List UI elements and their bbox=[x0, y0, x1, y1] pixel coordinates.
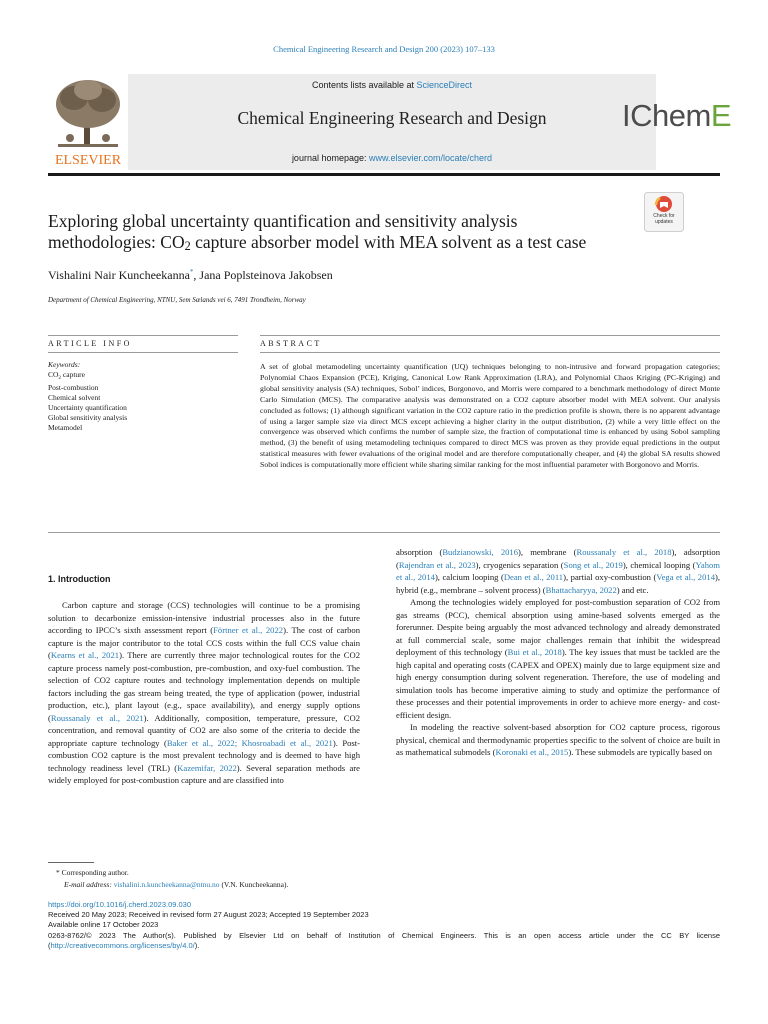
online-date: Available online 17 October 2023 bbox=[48, 920, 159, 930]
ref-link[interactable]: Vega et al., 2014 bbox=[656, 572, 715, 582]
banner-center bbox=[128, 74, 656, 170]
journal-citation[interactable]: Chemical Engineering Research and Design 200 (2023) 107–133 bbox=[273, 44, 495, 54]
publisher-name: ELSEVIER bbox=[54, 153, 122, 168]
keyword-item: Metamodel bbox=[48, 423, 83, 432]
ref-link[interactable]: Bhattacharyya, 2022 bbox=[545, 584, 617, 595]
elsevier-tree-icon bbox=[48, 74, 128, 170]
info-top-rule bbox=[48, 335, 238, 336]
body-column-right bbox=[396, 546, 720, 759]
keyword-item: Uncertainty quantification bbox=[48, 403, 127, 412]
ref-link[interactable]: Roussanaly et al., 2018 bbox=[576, 547, 672, 557]
contents-prefix: Contents lists available at bbox=[311, 80, 417, 90]
paragraph: Carbon capture and storage (CCS) technologies will continue to be a promising solution to decarbonize emission-intensive industrial processes also in the future according to IPCC’s sixth assessment report (Förtner et al., 2022). The cost of carbon capture is the major contributor to the total CCS costs within the full CCS value chain (Kearns et al., 2021). There are currently three major technological routes for the CO2 capture process namely post-combustion, pre-combustion, and oxy-fuel combustion. The selection of CO2 capture routes and technology implementation depends on multiple factors including the gas stream being treated, the type of application (power, industrial production, etc.), plant layout (e.g., space availability), and energy supply options (Roussanaly et al., 2021). Additionally, composition, temperature, pressure, CO2 concentration, and removal quantity of CO2 are also some of the criteria to decide the appropriate capture technology (Baker et al., 2022; Khosroabadi et al., 2021). Post-combustion CO2 capture is the most prevalent technology and is deemed to have high technology readiness level (TRL) (Kazemifar, 2022). Several separation methods are widely employed for post-combustion capture and are classified into bbox=[48, 600, 360, 785]
ref-link[interactable]: Kazemifar, 2022 bbox=[177, 762, 237, 773]
abstract-bottom-rule bbox=[48, 532, 720, 533]
paragraph: Among the technologies widely employed for post-combustion separation of CO2 from gas streams (PCC), chemical absorption using amine-based solvents emerged as the forerunner. Despite being arguably the most advanced technology and already demonstrated at full commercial scale, some major challenges remain that inhibit the widespread deployment of this technology (Bui et al., 2018). The key issues that must be tackled are the high capital and operating costs (CAPEX and OPEX) mainly due to large equipment size and high energy consumption during solvent regeneration. Therefore, the use of modeling and simulation tools has become imperative aiming to study and optimize the performance of these processes and their potential improvements in order to achieve more energy- and cost-efficient design. bbox=[396, 597, 720, 720]
ichem-logo[interactable] bbox=[622, 98, 731, 134]
abstract-top-rule bbox=[260, 335, 720, 336]
license-link[interactable]: http://creativecommons.org/licenses/by/4.0/ bbox=[50, 940, 195, 950]
article-info-heading: ARTICLE INFO bbox=[48, 339, 132, 348]
homepage-prefix: journal homepage: bbox=[291, 153, 369, 163]
email-link[interactable]: vishalini.n.kuncheekanna@ntnu.no bbox=[113, 880, 220, 889]
check-updates-icon bbox=[644, 192, 684, 232]
publication-info bbox=[48, 900, 720, 951]
ref-link[interactable]: Baker et al., 2022; Khosroabadi et al., 2021 bbox=[166, 737, 333, 748]
elsevier-logo[interactable] bbox=[48, 74, 128, 170]
keyword-item: Global sensitivity analysis bbox=[48, 413, 128, 422]
check-for-updates-button[interactable] bbox=[644, 192, 684, 232]
author-2[interactable]: Jana Poplsteinova Jakobsen bbox=[199, 268, 333, 282]
header-rule bbox=[48, 173, 720, 176]
abstract-text: A set of global metamodeling uncertainty quantification (UQ) techniques belonging to non-intrusive and forward propagation categories; Polynomial Chaos Expansion (PCE), Kriging, Canonical Low Rank Approximation (LRA), and Polynomial Chaos Kriging (PC-Kriging) and global sensitivity analysis (SA) techniques, Sobol’ indices, Borgonovo, and Morris were compared to a benchmark methodology of direct Monte Carlo Simulation (MCS). The comparative analysis was demonstrated on a CO2 capture absorber model with MEA solvent. Our analysis concluded as follows; (1) although significant variation in the CO2 capture ratio in the prediction profile is shown, there is no apparent advantage of using a larger sample size via direct MCS except achieving a higher clarity in the output distribution, (2) while a very little effect on the convergence was observed which confirms the number of sample size, the fraction of computational time is enhanced by using Sobol sampling method, (3) the benefit of using metamodeling techniques compared to direct MCS was proven as they provide equal predictions in the output statistical measures with fewer evaluations of the original model and are therefore computationally cheaper, and (4) the global SA results showed Sobol indices is computationally more efficient while sharing similar ranking for the most influential parameter with Borgonovo and Morris. bbox=[260, 362, 720, 470]
homepage-line bbox=[128, 153, 656, 163]
ref-link[interactable]: Rajendran et al., 2023 bbox=[398, 559, 476, 570]
journal-title: Chemical Engineering Research and Design bbox=[237, 108, 547, 128]
homepage-link[interactable]: www.elsevier.com/locate/cherd bbox=[369, 153, 493, 163]
corresponding-mark[interactable]: * bbox=[189, 268, 194, 276]
ichem-logo-e: E bbox=[710, 98, 731, 133]
ref-link[interactable]: Dean et al., 2011 bbox=[503, 572, 564, 582]
ref-link[interactable]: Kearns et al., 2021 bbox=[50, 650, 120, 660]
footnote-email: E-mail address: vishalini.n.kuncheekanna@ntnu.no (V.N. Kuncheekanna). bbox=[64, 880, 289, 889]
ref-link[interactable]: Bui et al., 2018 bbox=[507, 647, 562, 657]
received-dates: Received 20 May 2023; Received in revised form 27 August 2023; Accepted 19 September 2023 bbox=[48, 910, 369, 920]
article-title: Exploring global uncertainty quantification and sensitivity analysis methodologies: $CO_2$ capture absorber model with MEA solvent as a test case bbox=[48, 211, 587, 253]
ref-link[interactable]: Koronaki et al., 2015 bbox=[495, 747, 569, 757]
section-heading-introduction: 1. Introduction bbox=[48, 574, 111, 584]
author-list bbox=[48, 268, 333, 283]
body-column-left bbox=[48, 599, 360, 787]
sciencedirect-link[interactable]: ScienceDirect bbox=[416, 80, 473, 90]
license-text: 0263-8762/© 2023 The Author(s). Published by Elsevier Ltd on behalf of Institution of Chemical Engineers. This is an open access article under the CC BY license (http://creativecommons.org/licenses/by/4.0/). bbox=[48, 930, 720, 950]
ref-link[interactable]: Roussanaly et al., 2021 bbox=[50, 712, 144, 723]
keyword-item: Chemical solvent bbox=[48, 393, 101, 402]
check-updates-label: Check for updates bbox=[653, 213, 675, 225]
ref-link[interactable]: Song et al., 2019 bbox=[563, 559, 623, 570]
abstract-under-rule bbox=[260, 352, 720, 353]
journal-banner bbox=[48, 74, 731, 170]
footnote-rule bbox=[48, 862, 94, 863]
keyword-item: Post-combustion bbox=[48, 383, 99, 392]
abstract-heading: ABSTRACT bbox=[260, 339, 322, 348]
ref-link[interactable]: Förtner et al., 2022 bbox=[213, 625, 284, 635]
author-1[interactable]: Vishalini Nair Kuncheekanna bbox=[48, 268, 190, 282]
doi-link[interactable]: https://doi.org/10.1016/j.cherd.2023.09.030 bbox=[48, 900, 192, 909]
keywords-block bbox=[48, 360, 238, 433]
ichem-logo-text: IChem bbox=[622, 98, 711, 133]
paragraph: In modeling the reactive solvent-based absorption for CO2 capture process, rigorous physical, chemical and thermodynamic properties specific to the solvent of choice are built in as mathematical submodels (Koronaki et al., 2015). These submodels are typically based on bbox=[396, 722, 720, 757]
ref-link[interactable]: Yahom et al., 2014 bbox=[396, 559, 720, 582]
affiliation: Department of Chemical Engineering, NTNU, Sem Sælands vei 6, 7491 Trondheim, Norway bbox=[48, 296, 306, 304]
paragraph: absorption (Budzianowski, 2016), membrane (Roussanaly et al., 2018), adsorption (Rajendran et al., 2023), cryogenics separation (Song et al., 2019), chemical looping (Yahom et al., 2014), calcium looping (Dean et al., 2011), partial oxy-combustion (Vega et al., 2014), hybrid (e.g., membrane – solvent process) (Bhattacharyya, 2022) and etc. bbox=[396, 547, 721, 595]
author-separator: , bbox=[193, 268, 200, 282]
keyword-item: $CO_2$ capture bbox=[48, 370, 85, 381]
ref-link[interactable]: Budzianowski, 2016 bbox=[442, 547, 519, 557]
footnote-corresponding: * Corresponding author. bbox=[56, 868, 129, 877]
contents-line bbox=[128, 80, 656, 90]
info-under-rule bbox=[48, 352, 238, 353]
keywords-label: Keywords: bbox=[48, 360, 81, 369]
